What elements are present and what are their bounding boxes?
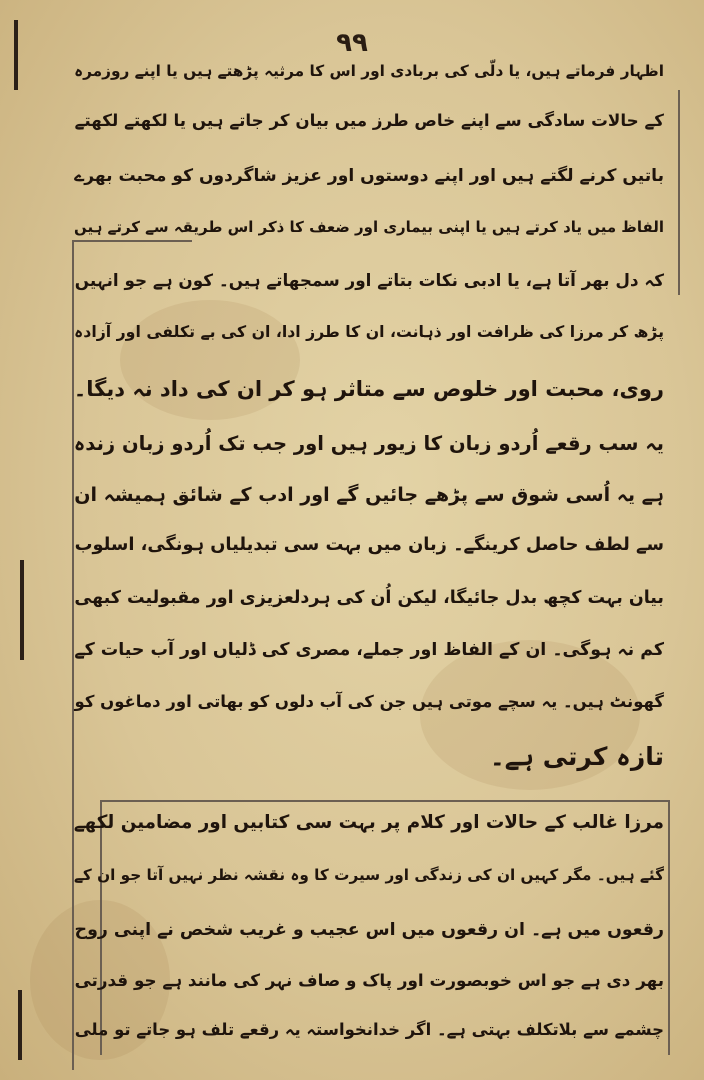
margin-mark [20,560,24,660]
pencil-box-right [668,800,670,1055]
paper-stain [120,300,300,420]
text-line: تازہ کرتی ہے۔ [490,742,664,771]
text-line: کے حالات سادگی سے اپنے خاص طرز میں بیان کر جاتے ہیں یا لکھتے لکھتے [74,110,664,130]
text-line: ہے یہ اُسی شوق سے پڑھے جائیں گے اور ادب کے شائق ہمیشہ ان [74,484,664,506]
text-line: مرزا غالب کے حالات اور کلام پر بہت سی کتابیں اور مضامین لکھے [73,812,664,833]
text-line: پڑھ کر مرزا کی ظرافت اور ذہانت، ان کا طرز ادا، ان کی بے تکلفی اور آزادہ [74,322,664,341]
text-line: چشمے سے بلاتکلف بہتی ہے۔ اگر خدانخواستہ یہ رقعے تلف ہو جاتے تو ملی [74,1020,664,1039]
pencil-underline [72,240,192,242]
pencil-bracket-right [678,90,680,295]
text-line: گھونٹ ہیں۔ یہ سچے موتی ہیں جن کی آب دلوں کو بھاتی اور دماغوں کو [74,692,664,711]
margin-mark [18,990,22,1060]
text-line: اظہار فرماتے ہیں، یا دلّی کی بربادی اور اس کا مرثیہ پڑھتے ہیں یا اپنے روزمرہ [74,62,664,80]
text-line: باتیں کرنے لگتے ہیں اور اپنے دوستوں اور عزیز شاگردوں کو محبت بھرے [74,166,664,186]
text-line: سے لطف حاصل کرینگے۔ زبان میں بہت سی تبدیلیاں ہونگی، اسلوب [74,534,664,555]
text-line: کہ دل بھر آتا ہے، یا ادبی نکات بتاتے اور سمجھاتے ہیں۔ کون ہے جو انہیں [74,270,664,290]
text-line: بیان بہت کچھ بدل جائیگا، لیکن اُن کی ہردلعزیزی اور مقبولیت کبھی [74,588,664,608]
text-line: یہ سب رقعے اُردو زبان کا زیور ہیں اور جب تک اُردو زبان زندہ [73,432,664,455]
text-line: رقعوں میں ہے۔ ان رقعوں میں اس عجیب و غریب شخص نے اپنی روح [74,920,664,940]
pencil-box-top [100,800,670,802]
text-line: روی، محبت اور خلوص سے متاثر ہو کر ان کی داد نہ دیگا۔ [73,376,664,401]
text-line: الفاظ میں یاد کرتے ہیں یا اپنی بیماری اور ضعف کا ذکر اس طریقہ سے کرتے ہیں [73,218,664,236]
text-line: کم نہ ہوگی۔ ان کے الفاظ اور جملے، مصری کی ڈلیاں اور آب حیات کے [74,640,664,660]
text-line: گئے ہیں۔ مگر کہیں ان کی زندگی اور سیرت کا وہ نقشہ نظر نہیں آتا جو ان کے [73,866,664,884]
text-line: بھر دی ہے جو اس خوبصورت اور پاک و صاف نہر کی مانند ہے جو قدرتی [74,970,664,990]
page-number: ۹۹ [336,28,368,58]
